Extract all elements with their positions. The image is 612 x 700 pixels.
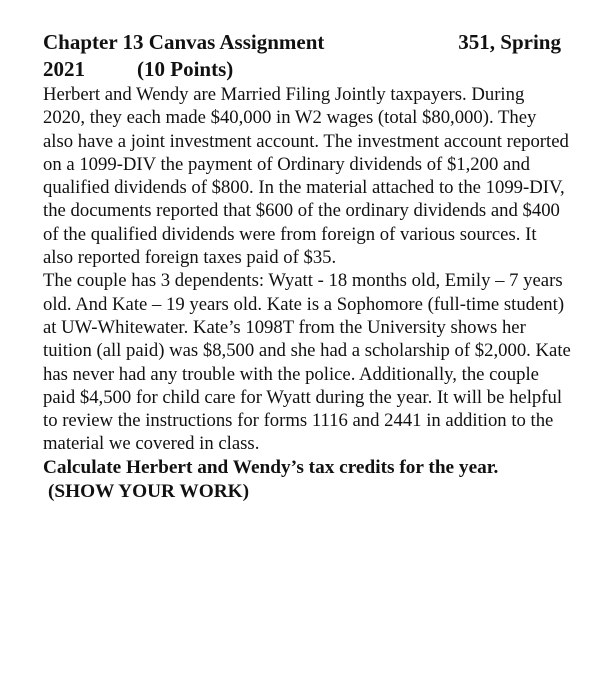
task-instruction: Calculate Herbert and Wendy’s tax credits for the year.: [43, 456, 499, 478]
term-year: 2021: [43, 57, 85, 81]
assignment-document: [43, 29, 571, 504]
assignment-body: [43, 83, 571, 456]
points-value: (10 Points): [137, 57, 234, 81]
course-term: 351, Spring: [458, 30, 561, 54]
title-row-2: [43, 56, 571, 83]
paragraph-dependents: The couple has 3 dependents: Wyatt - 18 months old, Emily – 7 years old. And Kate – 19 years old. Kate is a Sophomore (full-time student) at UW-Whitewater. Kate’s 1098T from the University shows her tuition (all paid) was $8,500 and she had a scholarship of $2,000. Kate has never had any trouble with the police. Additionally, the couple paid $4,500 for child care for Wyatt during the year. It will be helpful to review the instructions for forms 1116 and 2441 in addition to the material we covered in class.: [43, 270, 571, 455]
paragraph-investments: Herbert and Wendy are Married Filing Jointly taxpayers. During 2020, they each made $40,000 in W2 wages (total $80,000). They also have a joint investment account. The investment account reported on a 1099-DIV the payment of Ordinary dividends of $1,200 and qualified dividends of $800. In the material attached to the 1099-DIV, the documents reported that $600 of the ordinary dividends and $400 of the qualified dividends were from foreign of various sources. It also reported foreign taxes paid of $35.: [43, 84, 569, 269]
assignment-title: Chapter 13 Canvas Assignment: [43, 30, 325, 54]
show-work-instruction: (SHOW YOUR WORK): [48, 480, 250, 502]
title-row: [43, 29, 571, 56]
